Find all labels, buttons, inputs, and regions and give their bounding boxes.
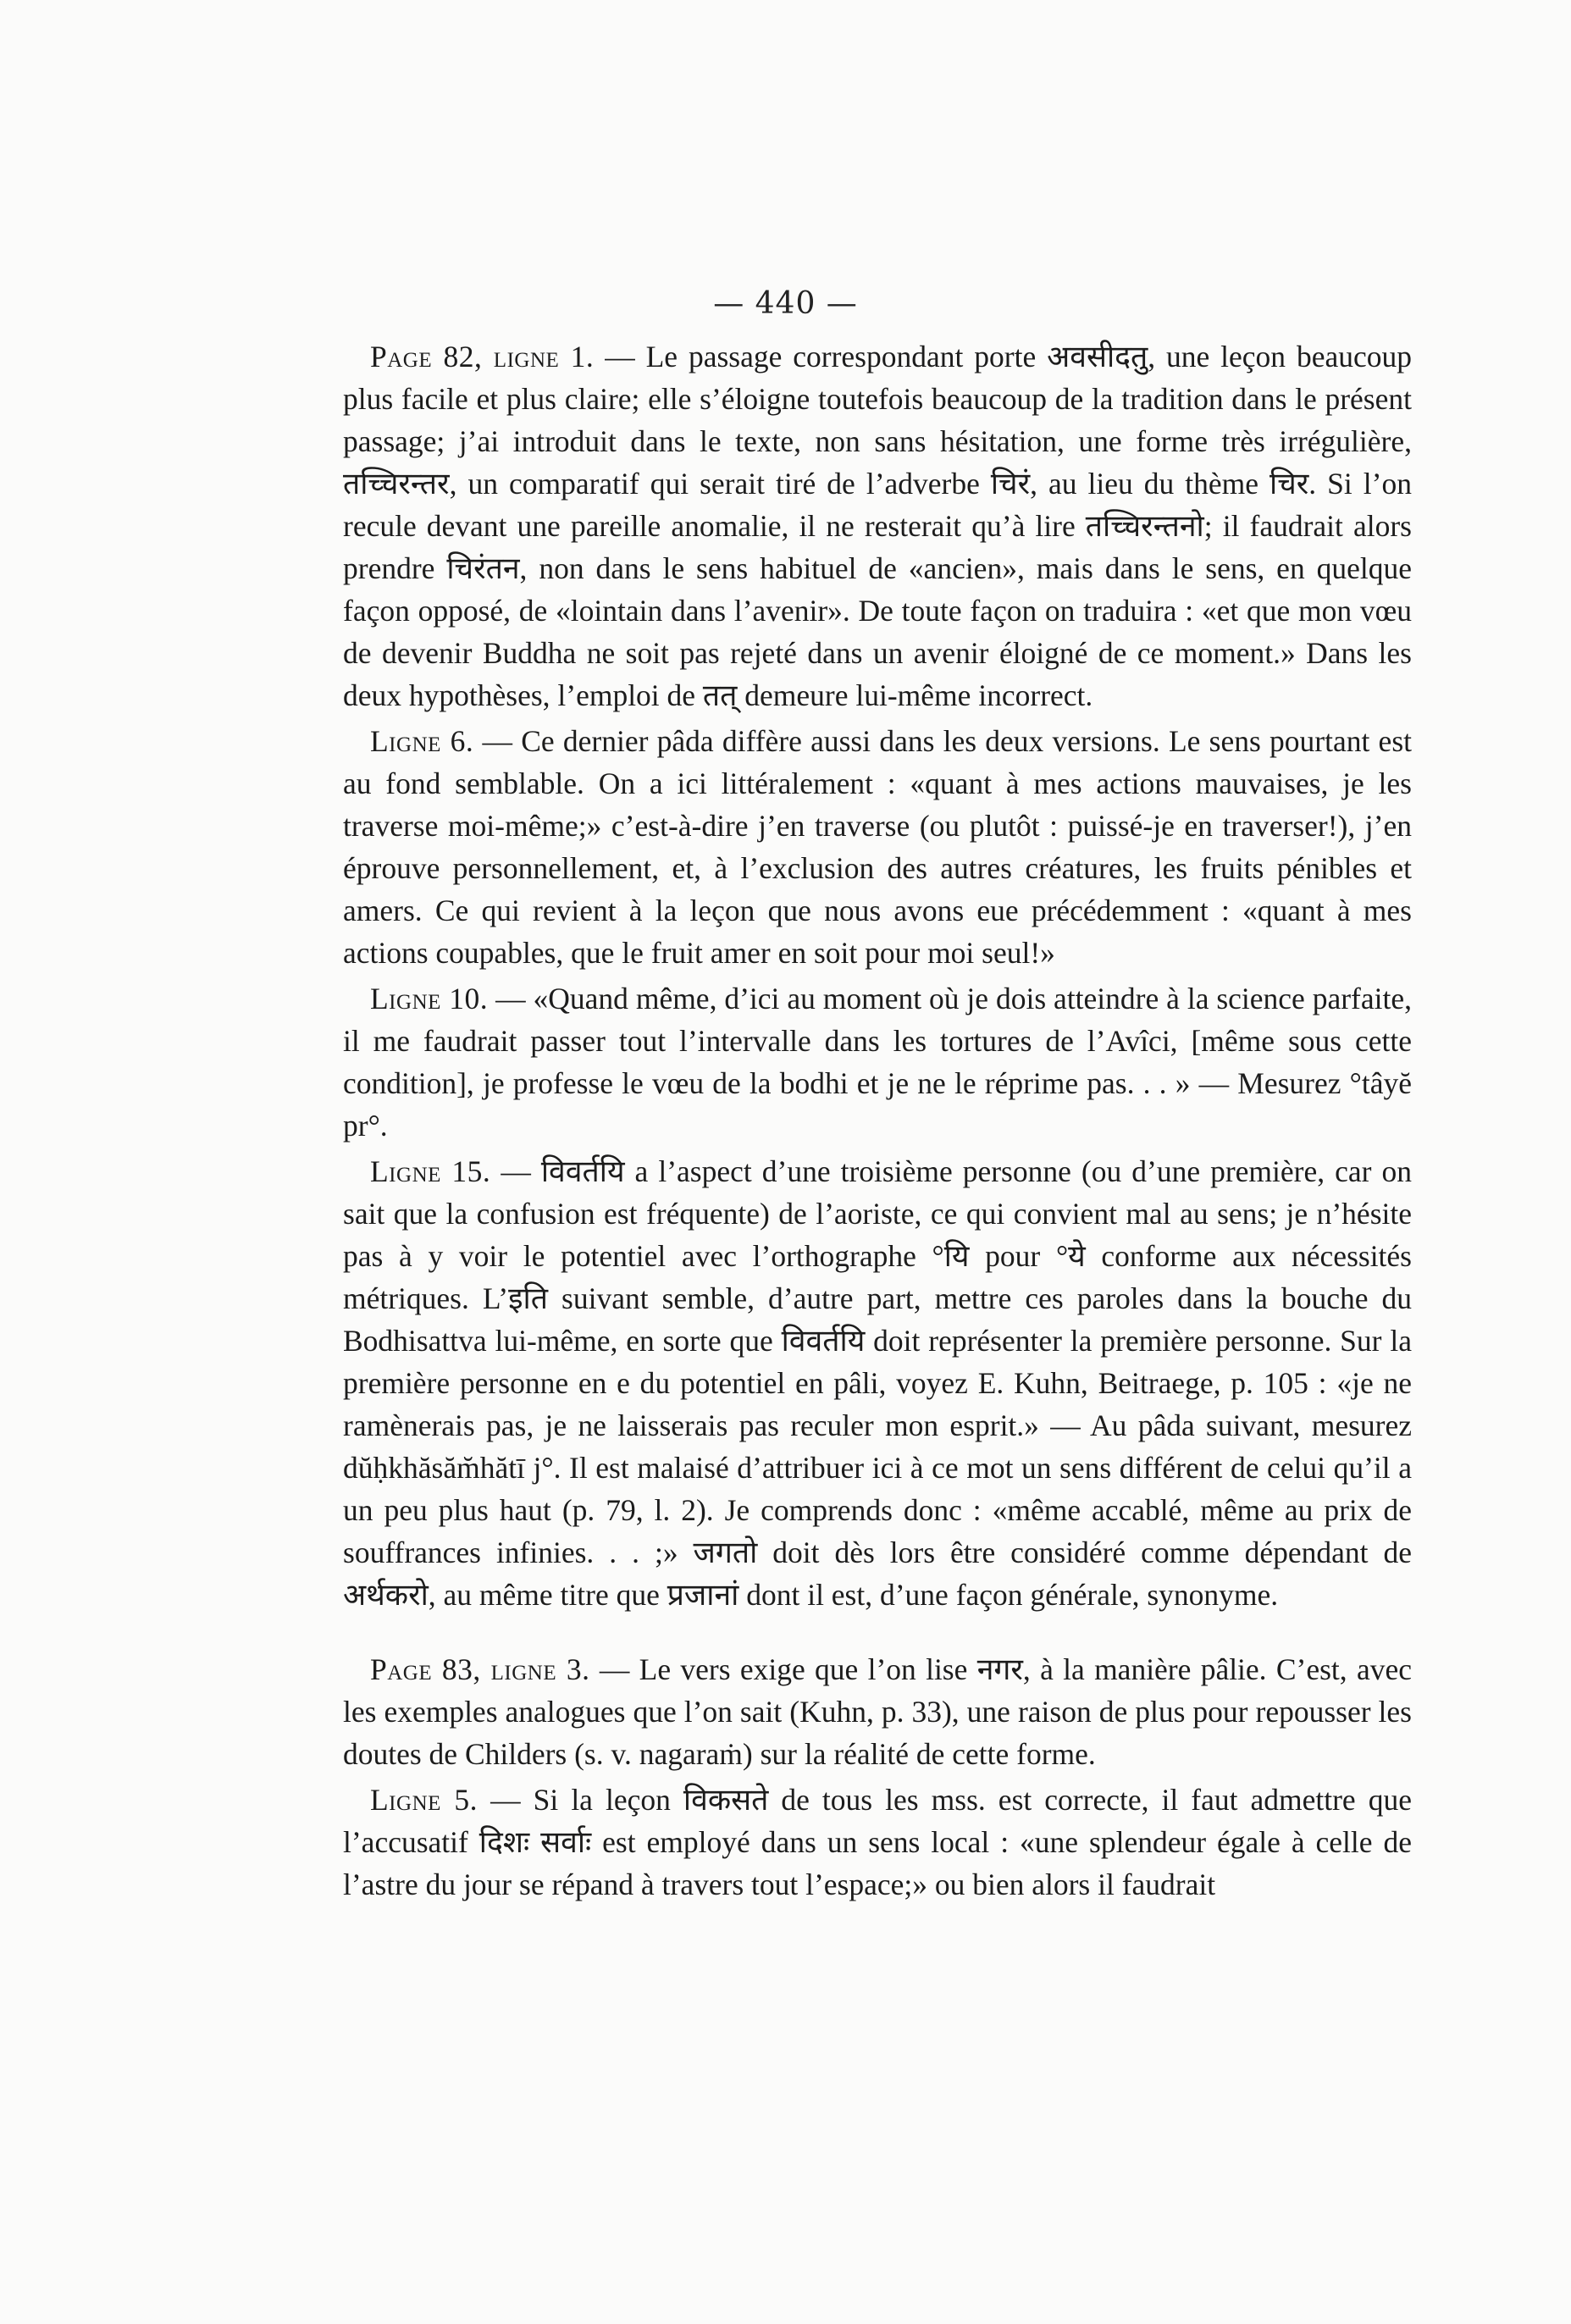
reference-label: Ligne 6. xyxy=(370,724,474,758)
note-text: — विवर्तयि a l’aspect d’une troisième personne (ou d’une première, car on sait que la confusion est fréquente) de l’aoriste, ce qui convient mal au sens; je n’hésite pas à y voir le potentiel avec l’orthographe °यि pour °ये conforme aux nécessités métriques. L’इति suivant semble, d’autre part, mettre ces paroles dans la bouche du Bodhisattva lui-même, en sorte que विवर्तयि doit représenter la première personne. Sur la première personne en e du potentiel en pâli, voyez E. Kuhn, Beitraege, p. 105 : «je ne ramènerais pas, je ne laisserais pas reculer mon esprit.» — Au pâda suivant, mesurez dŭḥkhăsăm̆hătī j°. Il est malaisé d’attribuer ici à ce mot un sens différent de celui qu’il a un peu plus haut (p. 79, l. 2). Je comprends donc : «même accablé, même au prix de souffrances infinies. . . ;» जगतो doit dès lors être considéré comme dépendant de अर्थकरो, au même titre que प्रजानां dont il est, d’une façon générale, synonyme. xyxy=(343,1154,1412,1612)
body-text xyxy=(343,335,1412,1909)
note-text: — Si la leçon विकसते de tous les mss. est correcte, il faut admettre que l’accusatif दिशः सर्वाः est employé dans un sens local : «une splendeur égale à celle de l’astre du jour se répand à travers tout l’espace;» ou bien alors il faudrait xyxy=(343,1783,1412,1901)
paragraph-note-page83-line3 xyxy=(343,1648,1412,1775)
reference-label: Page 82, ligne 1. xyxy=(370,340,595,374)
reference-label: Ligne 5. xyxy=(370,1783,478,1817)
paragraph-note-line10 xyxy=(343,977,1412,1147)
note-text: — Le passage correspondant porte अवसीदतु, une leçon beaucoup plus facile et plus claire; elle s’éloigne toutefois beaucoup de la tradition dans le présent passage; j’ai introduit dans le texte, non sans hésitation, une forme très irrégulière, तच्चिरन्तर, un comparatif qui serait tiré de l’adverbe चिरं, au lieu du thème चिर. Si l’on recule devant une pareille anomalie, il ne resterait qu’à lire तच्चिरन्तनो; il faudrait alors prendre चिरंतन, non dans le sens habituel de «ancien», mais dans le sens, en quelque façon opposé, de «lointain dans l’avenir». De toute façon on traduira : «et que mon vœu de devenir Buddha ne soit pas rejeté dans un avenir éloigné de ce moment.» Dans les deux hypothèses, l’emploi de तत् demeure lui-même incorrect. xyxy=(343,340,1412,712)
paragraph-note-page82-line1 xyxy=(343,335,1412,717)
note-text: — «Quand même, d’ici au moment où je dois atteindre à la science parfaite, il me faudrait passer tout l’intervalle dans les tortures de l’Avîci, [même sous cette condition], je professe le vœu de la bodhi et je ne le réprime pas. . . » — Mesurez °tâyĕ pr°. xyxy=(343,982,1412,1143)
reference-label: Page 83, ligne 3. xyxy=(370,1652,590,1686)
reference-label: Ligne 15. xyxy=(370,1154,491,1188)
note-text: — Ce dernier pâda diffère aussi dans les deux versions. Le sens pourtant est au fond semblable. On a ici littéralement : «quant à mes actions mauvaises, je les traverse moi-même;» c’est-à-dire j’en traverse (ou plutôt : puissé-je en traverser!), j’en éprouve personnellement, et, à l’exclusion des autres créatures, les fruits pénibles et amers. Ce qui revient à la leçon que nous avons eue précédemment : «quant à mes actions coupables, que le fruit amer en soit pour moi seul!» xyxy=(343,724,1412,970)
page-number: — 440 — xyxy=(713,286,858,321)
paragraph-note-line5 xyxy=(343,1779,1412,1906)
paragraph-note-line6 xyxy=(343,720,1412,974)
reference-label: Ligne 10. xyxy=(370,982,489,1015)
paragraph-note-line15 xyxy=(343,1150,1412,1616)
note-text: — Le vers exige que l’on lise नगर, à la manière pâlie. C’est, avec les exemples analogues que l’on sait (Kuhn, p. 33), une raison de plus pour repousser les doutes de Childers (s. v. nagaraṁ) sur la réalité de cette forme. xyxy=(343,1652,1413,1771)
